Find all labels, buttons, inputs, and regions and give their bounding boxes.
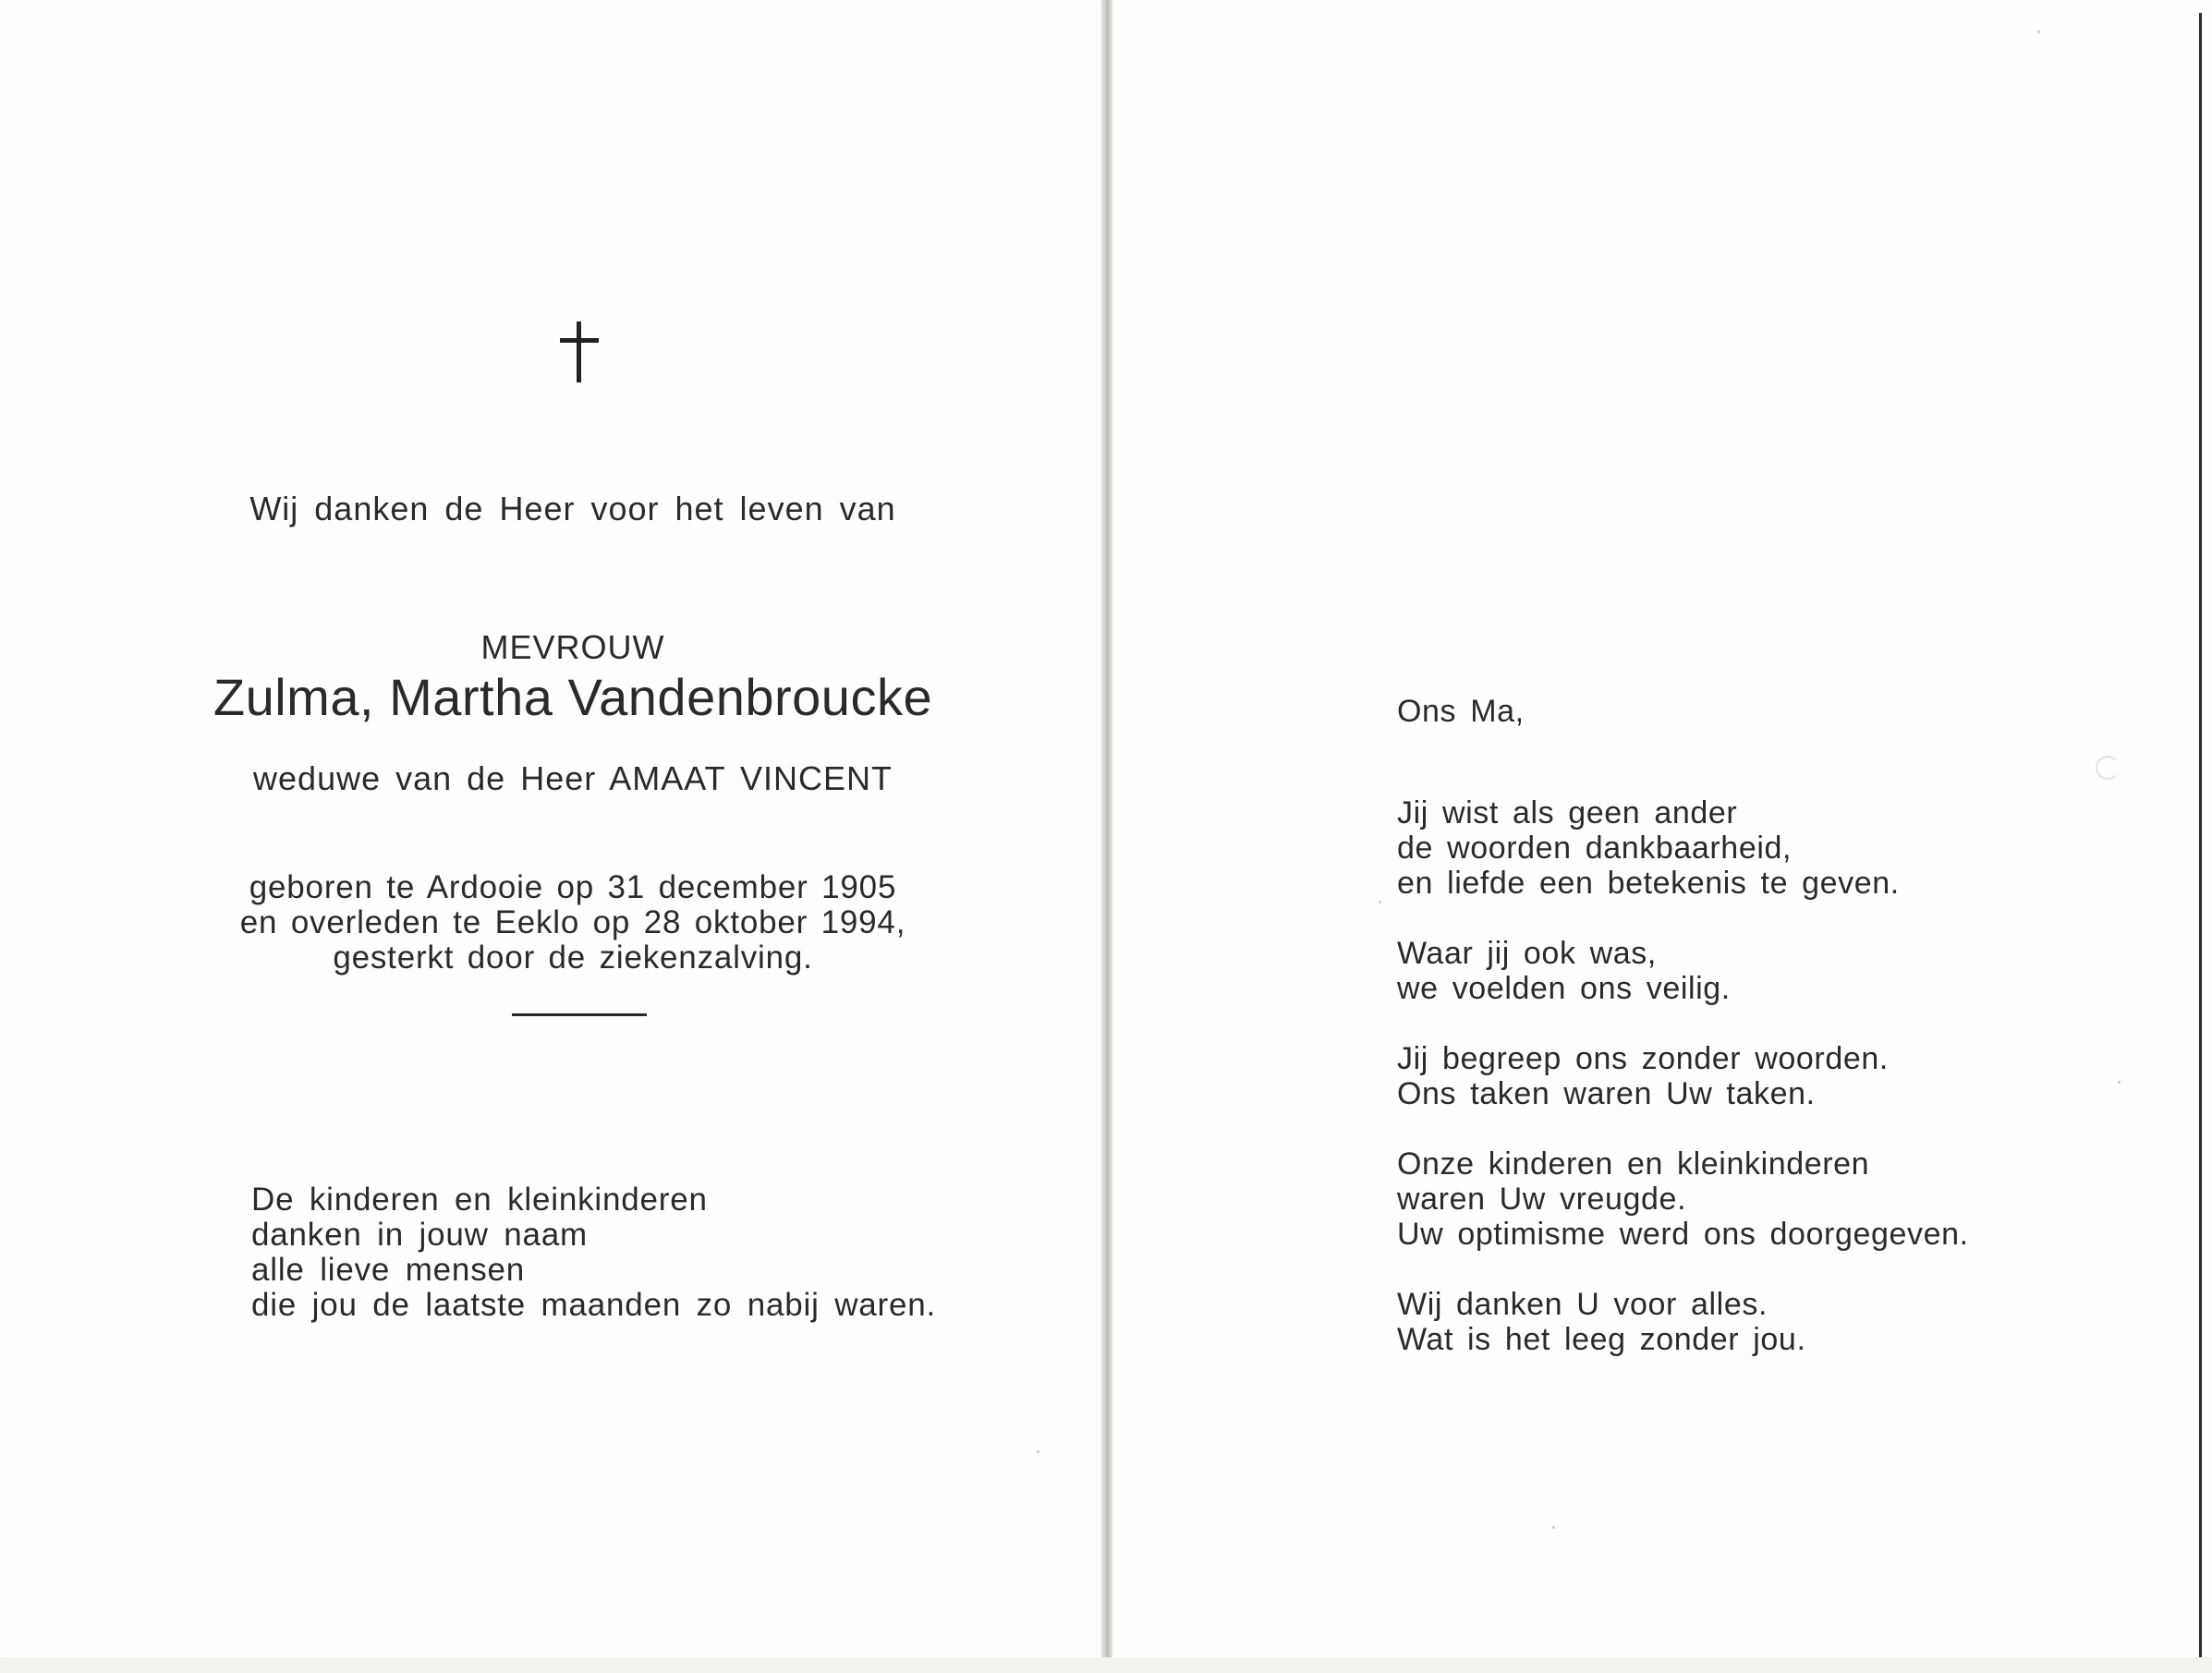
thanks-line: alle lieve mensen [251,1252,526,1288]
poem-line: we voelden ons veilig. [1397,971,1731,1006]
poem-line: en liefde een betekenis te geven. [1397,866,1900,901]
poem-line: Jij begreep ons zonder woorden. [1397,1041,1889,1076]
thanks-line: danken in jouw naam [251,1217,588,1253]
poem-line: Wat is het leeg zonder jou. [1397,1322,1806,1357]
death-line: en overleden te Eeklo op 28 oktober 1994, [239,904,906,940]
widow-line: weduwe van de Heer AMAAT VINCENT [253,759,893,797]
poem-line: Waar jij ook was, [1397,936,1657,971]
poem-stanza [1397,1146,1969,1252]
poem-line: Uw optimisme werd ons doorgegeven. [1397,1217,1969,1252]
paper-speck [1552,1526,1555,1529]
paper-speck [1037,1450,1039,1453]
paper-speck [2037,30,2040,33]
scan-bottom-edge [0,1657,2212,1673]
poem-line: waren Uw vreugde. [1397,1182,1687,1217]
paper-blemish [2096,756,2120,780]
poem-line: Onze kinderen en kleinkinderen [1397,1146,1870,1182]
poem-stanza [1397,1287,1806,1357]
deceased-name: Zulma, Martha Vandenbroucke [213,668,933,726]
paper-speck [1379,901,1381,903]
birth-line: geboren te Ardooie op 31 december 1905 [249,869,897,905]
paper-speck [2118,1081,2121,1084]
poem-line: Jij wist als geen ander [1397,795,1738,830]
poem-line: Wij danken U voor alles. [1397,1287,1768,1322]
family-thanks-block [251,1182,936,1323]
poem-line: de woorden dankbaarheid, [1397,830,1793,866]
sacrament-line: gesterkt door de ziekenzalving. [333,940,813,976]
thanks-line: De kinderen en kleinkinderen [251,1182,708,1218]
poem-stanza [1397,1041,1889,1111]
poem-line: Ons taken waren Uw taken. [1397,1076,1816,1111]
cross-icon [554,321,604,382]
poem-greeting: Ons Ma, [1397,694,1525,729]
thanks-line: die jou de laatste maanden zo nabij waren. [251,1287,937,1323]
left-page [11,13,1101,1659]
poem-stanza [1397,795,1900,901]
poem-stanza [1397,936,1731,1006]
honorific-title: MEVROUW [480,628,665,666]
birth-death-block [111,870,1035,976]
intro-text: Wij danken de Heer voor het leven van [249,490,896,527]
card-fold [1101,0,1112,1673]
divider-rule [512,1013,647,1016]
